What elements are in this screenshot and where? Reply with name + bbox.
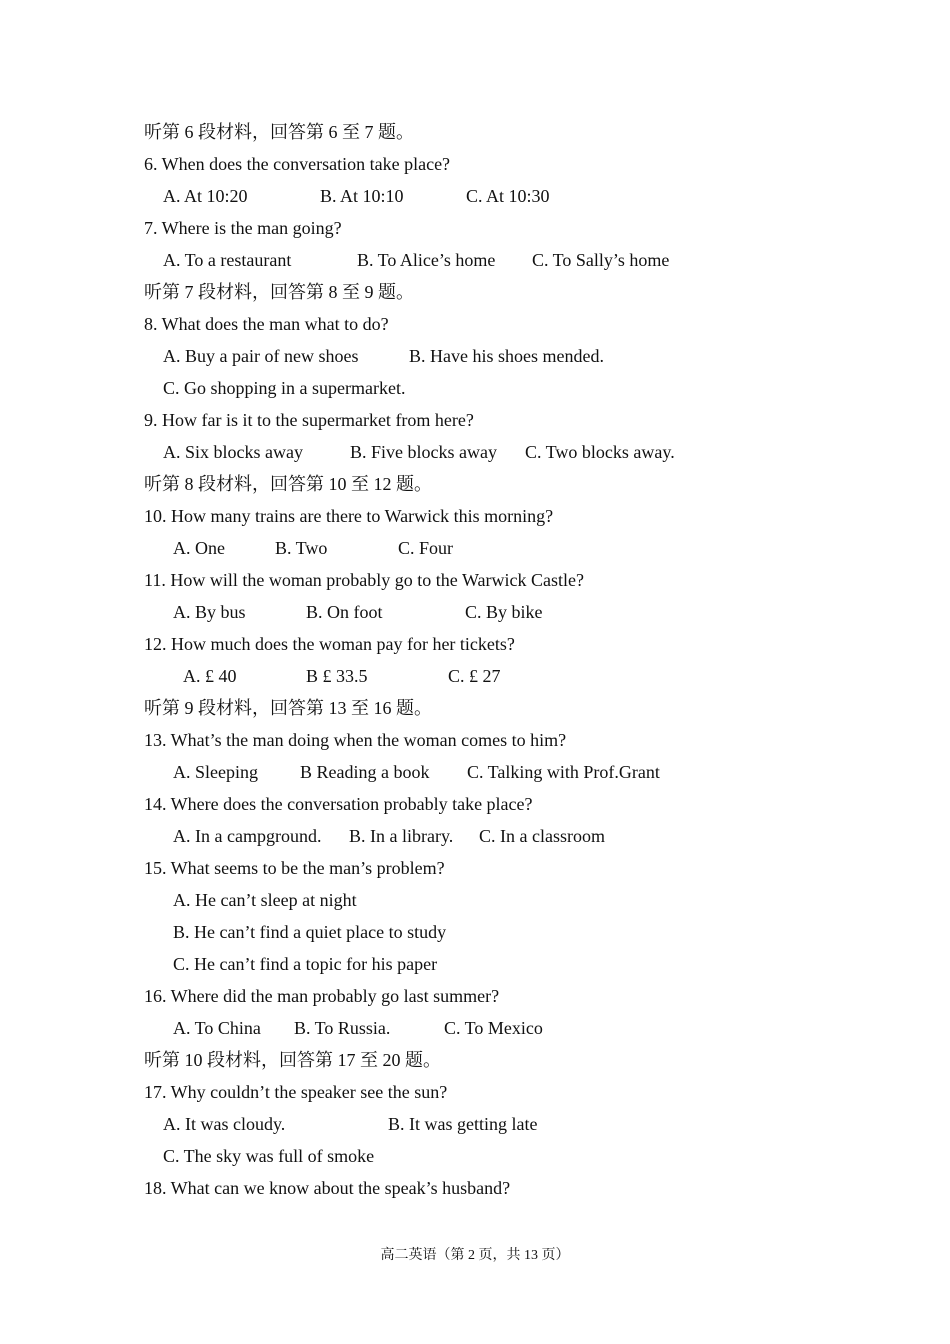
answer-option: A. To China xyxy=(173,1018,261,1038)
answer-option: A. £ 40 xyxy=(183,666,237,686)
question-text: 15. What seems to be the man’s problem? xyxy=(144,858,445,878)
section-heading: 听第 10 段材料，回答第 17 至 20 题。 xyxy=(144,1050,441,1070)
page-footer: 高二英语（第 2 页，共 13 页） xyxy=(380,1248,570,1263)
answer-option: A. In a campground. xyxy=(173,826,322,846)
answer-option: B. At 10:10 xyxy=(320,186,404,206)
question-text: 13. What’s the man doing when the woman comes to him? xyxy=(144,730,567,750)
answer-option: B £ 33.5 xyxy=(306,666,368,686)
section-heading: 听第 9 段材料，回答第 13 至 16 题。 xyxy=(144,698,432,718)
answer-option: A. One xyxy=(173,538,225,558)
answer-option: C. Two blocks away. xyxy=(525,442,675,462)
answer-option: C. In a classroom xyxy=(479,826,605,846)
question-text: 7. Where is the man going? xyxy=(144,218,342,238)
answer-option: B. Have his shoes mended. xyxy=(409,346,604,366)
answer-option: B Reading a book xyxy=(300,762,430,782)
answer-option: A. To a restaurant xyxy=(163,250,292,270)
answer-option: B. He can’t find a quiet place to study xyxy=(173,922,447,942)
answer-option: B. To Russia. xyxy=(294,1018,391,1038)
answer-option: A. Buy a pair of new shoes xyxy=(163,346,359,366)
question-text: 17. Why couldn’t the speaker see the sun? xyxy=(144,1082,448,1102)
section-heading: 听第 8 段材料，回答第 10 至 12 题。 xyxy=(144,474,432,494)
question-text: 8. What does the man what to do? xyxy=(144,314,389,334)
question-text: 6. When does the conversation take place? xyxy=(144,154,451,174)
answer-option: A. Six blocks away xyxy=(163,442,303,462)
answer-option: C. Talking with Prof.Grant xyxy=(467,762,660,782)
answer-option: B. On foot xyxy=(306,602,383,622)
section-heading: 听第 7 段材料，回答第 8 至 9 题。 xyxy=(144,282,414,302)
section-heading: 听第 6 段材料，回答第 6 至 7 题。 xyxy=(144,122,414,142)
answer-option: C. Go shopping in a supermarket. xyxy=(163,378,406,398)
answer-option: A. By bus xyxy=(173,602,246,622)
question-text: 11. How will the woman probably go to the Warwick Castle? xyxy=(144,570,584,590)
question-text: 18. What can we know about the speak’s husband? xyxy=(144,1178,511,1198)
answer-option: C. He can’t find a topic for his paper xyxy=(173,954,438,974)
answer-option: C. By bike xyxy=(465,602,543,622)
answer-option: B. To Alice’s home xyxy=(357,250,496,270)
answer-option: C. To Mexico xyxy=(444,1018,543,1038)
answer-option: A. He can’t sleep at night xyxy=(173,890,357,910)
question-text: 14. Where does the conversation probably take place? xyxy=(144,794,533,814)
question-text: 10. How many trains are there to Warwick this morning? xyxy=(144,506,554,526)
question-text: 16. Where did the man probably go last summer? xyxy=(144,986,500,1006)
answer-option: B. In a library. xyxy=(349,826,454,846)
answer-option: A. Sleeping xyxy=(173,762,258,782)
answer-option: A. It was cloudy. xyxy=(163,1114,286,1134)
answer-option: C. At 10:30 xyxy=(466,186,550,206)
answer-option: B. It was getting late xyxy=(388,1114,538,1134)
answer-option: C. £ 27 xyxy=(448,666,501,686)
answer-option: A. At 10:20 xyxy=(163,186,248,206)
answer-option: C. To Sally’s home xyxy=(532,250,670,270)
question-text: 9. How far is it to the supermarket from here? xyxy=(144,410,474,430)
answer-option: C. Four xyxy=(398,538,454,558)
answer-option: B. Five blocks away xyxy=(350,442,497,462)
answer-option: B. Two xyxy=(275,538,328,558)
answer-option: C. The sky was full of smoke xyxy=(163,1146,375,1166)
question-text: 12. How much does the woman pay for her tickets? xyxy=(144,634,515,654)
